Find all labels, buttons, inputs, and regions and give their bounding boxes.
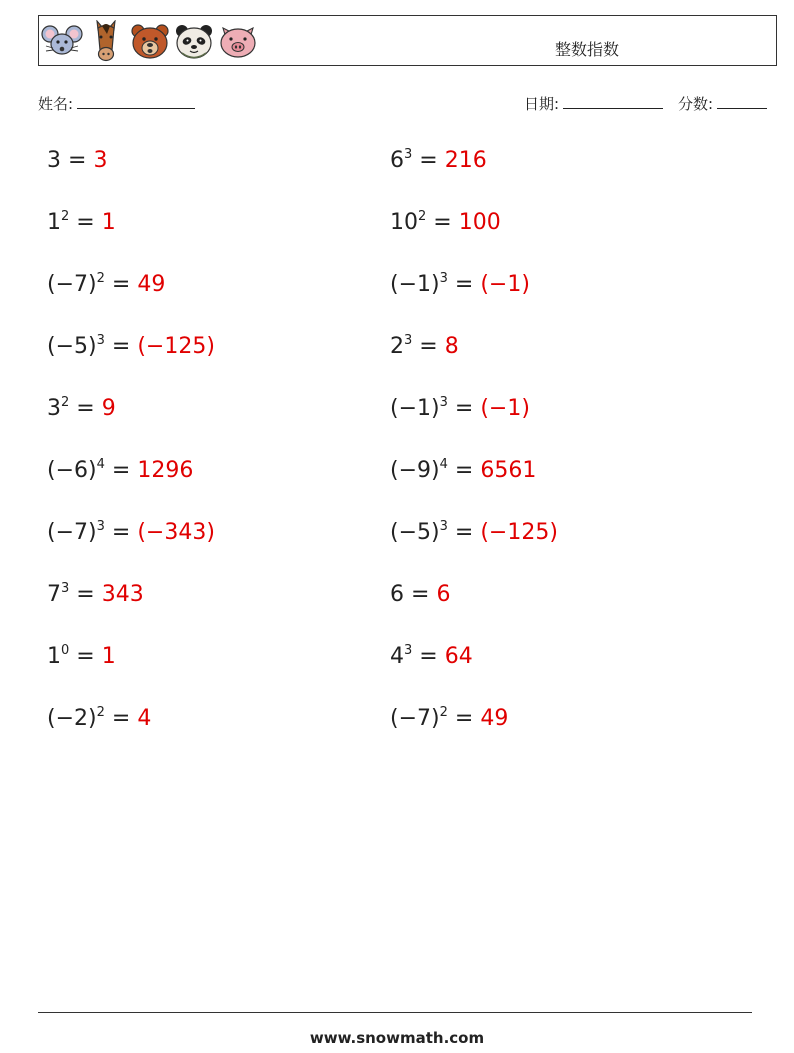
- problem-item: [47, 458, 193, 483]
- equals-sign: =: [111, 272, 131, 297]
- name-label: 姓名:: [38, 95, 74, 113]
- score-field: [678, 93, 767, 114]
- problem-item: [390, 520, 558, 545]
- problem-exponent: 3: [96, 519, 105, 534]
- problem-base: (−5): [390, 520, 440, 545]
- equals-sign: =: [454, 396, 474, 421]
- problem-item: [390, 148, 487, 173]
- problem-exponent: 2: [61, 395, 70, 410]
- equals-sign: =: [111, 458, 131, 483]
- pig-icon: [217, 20, 259, 62]
- equals-sign: =: [454, 706, 474, 731]
- problem-exponent: 0: [61, 643, 70, 658]
- equals-sign: =: [111, 520, 131, 545]
- problem-base: (−7): [47, 272, 97, 297]
- problem-answer: 343: [101, 582, 144, 607]
- problem-item: [47, 148, 107, 173]
- equals-sign: =: [111, 706, 131, 731]
- problem-item: [47, 334, 215, 359]
- problem-base: 4: [390, 644, 404, 669]
- score-label: 分数:: [678, 95, 714, 113]
- equals-sign: =: [433, 210, 452, 235]
- problem-item: [390, 458, 536, 483]
- problem-exponent: 3: [439, 271, 448, 286]
- problem-item: [390, 582, 450, 607]
- problem-exponent: 3: [439, 519, 448, 534]
- problem-base: (−9): [390, 458, 440, 483]
- problem-base: (−6): [47, 458, 97, 483]
- date-label: 日期:: [524, 95, 560, 113]
- equals-sign: =: [68, 148, 87, 173]
- problem-answer: 8: [444, 334, 459, 359]
- problem-exponent: 3: [96, 333, 105, 348]
- problem-item: [47, 520, 215, 545]
- problem-item: [390, 396, 530, 421]
- problem-answer: (−343): [137, 520, 215, 545]
- footer-divider: [38, 1012, 752, 1013]
- problem-base: 10: [390, 210, 418, 235]
- problem-item: [47, 210, 116, 235]
- problem-answer: 6: [436, 582, 451, 607]
- equals-sign: =: [419, 644, 438, 669]
- problem-item: [47, 644, 116, 669]
- problem-exponent: 4: [439, 457, 448, 472]
- problem-base: 1: [47, 210, 61, 235]
- problem-item: [390, 644, 473, 669]
- problem-exponent: 3: [439, 395, 448, 410]
- animal-icons: [41, 20, 259, 62]
- problem-base: 6: [390, 148, 404, 173]
- bear-icon: [129, 20, 171, 62]
- problem-answer: 9: [101, 396, 116, 421]
- date-blank[interactable]: [563, 94, 663, 109]
- equals-sign: =: [454, 458, 474, 483]
- problem-exponent: 2: [418, 209, 427, 224]
- equals-sign: =: [76, 582, 95, 607]
- problem-answer: 3: [93, 148, 108, 173]
- problem-answer: 100: [458, 210, 501, 235]
- problem-exponent: 2: [439, 705, 448, 720]
- problem-item: [390, 334, 459, 359]
- equals-sign: =: [76, 210, 95, 235]
- problem-item: [47, 706, 151, 731]
- problem-exponent: 3: [61, 581, 70, 596]
- problem-base: (−1): [390, 396, 440, 421]
- problem-exponent: 3: [404, 333, 413, 348]
- problem-answer: 1: [101, 210, 116, 235]
- equals-sign: =: [419, 334, 438, 359]
- problem-answer: 49: [137, 272, 166, 297]
- problem-answer: 4: [137, 706, 152, 731]
- problem-answer: 64: [444, 644, 473, 669]
- problem-answer: 6561: [480, 458, 537, 483]
- problem-exponent: 3: [404, 643, 413, 658]
- problem-answer: (−125): [137, 334, 215, 359]
- equals-sign: =: [111, 334, 131, 359]
- name-field: [38, 93, 195, 114]
- problem-answer: 1296: [137, 458, 194, 483]
- problem-base: 3: [47, 148, 61, 173]
- problem-base: 2: [390, 334, 404, 359]
- problem-item: [47, 396, 116, 421]
- mouse-icon: [41, 20, 83, 62]
- equals-sign: =: [411, 582, 430, 607]
- equals-sign: =: [419, 148, 438, 173]
- score-blank[interactable]: [717, 94, 767, 109]
- problem-item: [390, 210, 501, 235]
- problem-base: 1: [47, 644, 61, 669]
- problem-exponent: 2: [96, 705, 105, 720]
- problem-base: (−2): [47, 706, 97, 731]
- problem-answer: 216: [444, 148, 487, 173]
- equals-sign: =: [76, 644, 95, 669]
- problem-answer: 1: [101, 644, 116, 669]
- equals-sign: =: [454, 520, 474, 545]
- problem-item: [390, 706, 508, 731]
- problem-base: 7: [47, 582, 61, 607]
- problem-base: (−7): [47, 520, 97, 545]
- problem-base: (−5): [47, 334, 97, 359]
- panda-icon: [173, 20, 215, 62]
- problem-base: 3: [47, 396, 61, 421]
- footer-url[interactable]: www.snowmath.com: [309, 1029, 485, 1047]
- problem-exponent: 4: [96, 457, 105, 472]
- problem-base: (−7): [390, 706, 440, 731]
- problem-answer: (−125): [480, 520, 558, 545]
- problem-item: [47, 582, 144, 607]
- equals-sign: =: [454, 272, 474, 297]
- worksheet-title: 整数指数: [555, 40, 620, 59]
- problem-base: (−1): [390, 272, 440, 297]
- problem-answer: (−1): [480, 396, 530, 421]
- problem-item: [47, 272, 165, 297]
- problem-answer: 49: [480, 706, 509, 731]
- horse-icon: [85, 20, 127, 62]
- problem-item: [390, 272, 530, 297]
- problem-exponent: 3: [404, 147, 413, 162]
- problem-exponent: 2: [61, 209, 70, 224]
- worksheet-header: [38, 15, 777, 66]
- problem-answer: (−1): [480, 272, 530, 297]
- name-blank[interactable]: [77, 94, 195, 109]
- problem-base: 6: [390, 582, 404, 607]
- date-field: [524, 93, 663, 114]
- equals-sign: =: [76, 396, 95, 421]
- problem-exponent: 2: [96, 271, 105, 286]
